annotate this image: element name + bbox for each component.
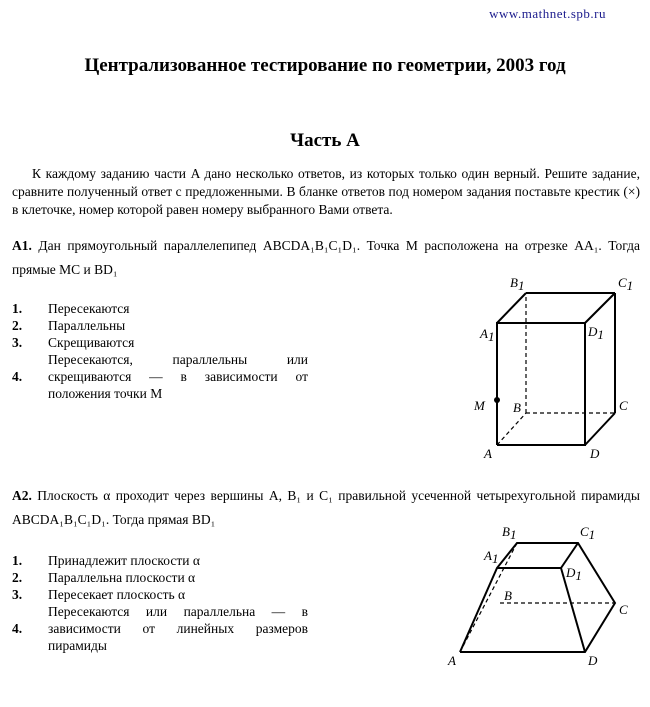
answer-text: Пересекает плоскость α [48, 587, 186, 602]
answer-text: Параллельны [48, 318, 126, 333]
page-title: Централизованное тестирование по геометрии, 2003 год [84, 55, 566, 76]
answer-text: Пересекаются, параллельны или скрещиваются — в зависимости от положения точки M [48, 352, 308, 401]
label-c1: C1 [580, 524, 596, 542]
answer-text: Пересекаются или параллельна — в зависимости от линейных размеров пирамиды [48, 604, 308, 653]
intro-paragraph: К каждому заданию части A дано несколько ответов, из которых только один верный. Решите задание, сравните полученный ответ с предложенными. В бланке ответов под номером задания поставьте крестик (×) в клеточке, номер которой равен номеру выбранного Вами ответа. [12, 166, 640, 217]
point-m-mark [494, 397, 500, 403]
answer-text: Параллельна плоскости α [48, 570, 196, 585]
task-a1-answers [12, 300, 308, 402]
task-a2-text: Плоскость α проходит через вершины A, B₁ и C₁ правильной усеченной четырехугольной пирамиды ABCDA₁B₁C₁D₁. Тогда прямая BD₁ [12, 488, 640, 527]
label-b: B [504, 588, 512, 603]
answer-text: Скрещиваются [48, 335, 135, 350]
answer-text: Пересекаются [48, 301, 130, 316]
label-c1: C1 [618, 275, 634, 293]
label-b1: B1 [502, 524, 517, 542]
answer-number: 3. [12, 335, 23, 350]
task-a1-text: Дан прямоугольный параллелепипед ABCDA₁B₁C₁D₁. Точка M расположена на отрезке AA₁. Тогда прямые MC и BD₁ [12, 238, 641, 277]
answer-option [12, 586, 308, 603]
label-a1: A1 [484, 548, 499, 566]
label-m: M [474, 398, 485, 413]
answer-option [12, 300, 308, 317]
label-d1: D1 [588, 324, 604, 342]
answer-option [12, 351, 308, 402]
label-a: A [448, 653, 456, 668]
answer-option [12, 569, 308, 586]
answer-number: 4. [12, 621, 23, 636]
task-a1-label: A1. [12, 238, 32, 253]
answer-option [12, 552, 308, 569]
label-c: C [619, 398, 628, 413]
label-b1: B1 [510, 275, 525, 293]
answer-number: 2. [12, 318, 23, 333]
answer-number: 1. [12, 553, 23, 568]
answer-number: 2. [12, 570, 23, 585]
frustum-figure [445, 520, 640, 670]
label-a1: A1 [480, 326, 495, 344]
answer-number: 4. [12, 369, 23, 384]
label-d: D [588, 653, 598, 668]
label-a: A [484, 446, 492, 461]
parallelepiped-figure [470, 270, 640, 465]
site-url[interactable]: www.mathnet.spb.ru [489, 6, 606, 21]
answer-text: Принадлежит плоскости α [48, 553, 200, 568]
task-a2-answers [12, 552, 308, 654]
label-d1: D1 [566, 565, 582, 583]
task-a2-label: A2. [12, 488, 32, 503]
part-title: Часть А [290, 130, 360, 151]
label-d: D [590, 446, 600, 461]
answer-number: 1. [12, 301, 23, 316]
answer-option [12, 603, 308, 654]
answer-option [12, 317, 308, 334]
label-c: C [619, 602, 628, 617]
answer-number: 3. [12, 587, 23, 602]
label-b: B [513, 400, 521, 415]
answer-option [12, 334, 308, 351]
